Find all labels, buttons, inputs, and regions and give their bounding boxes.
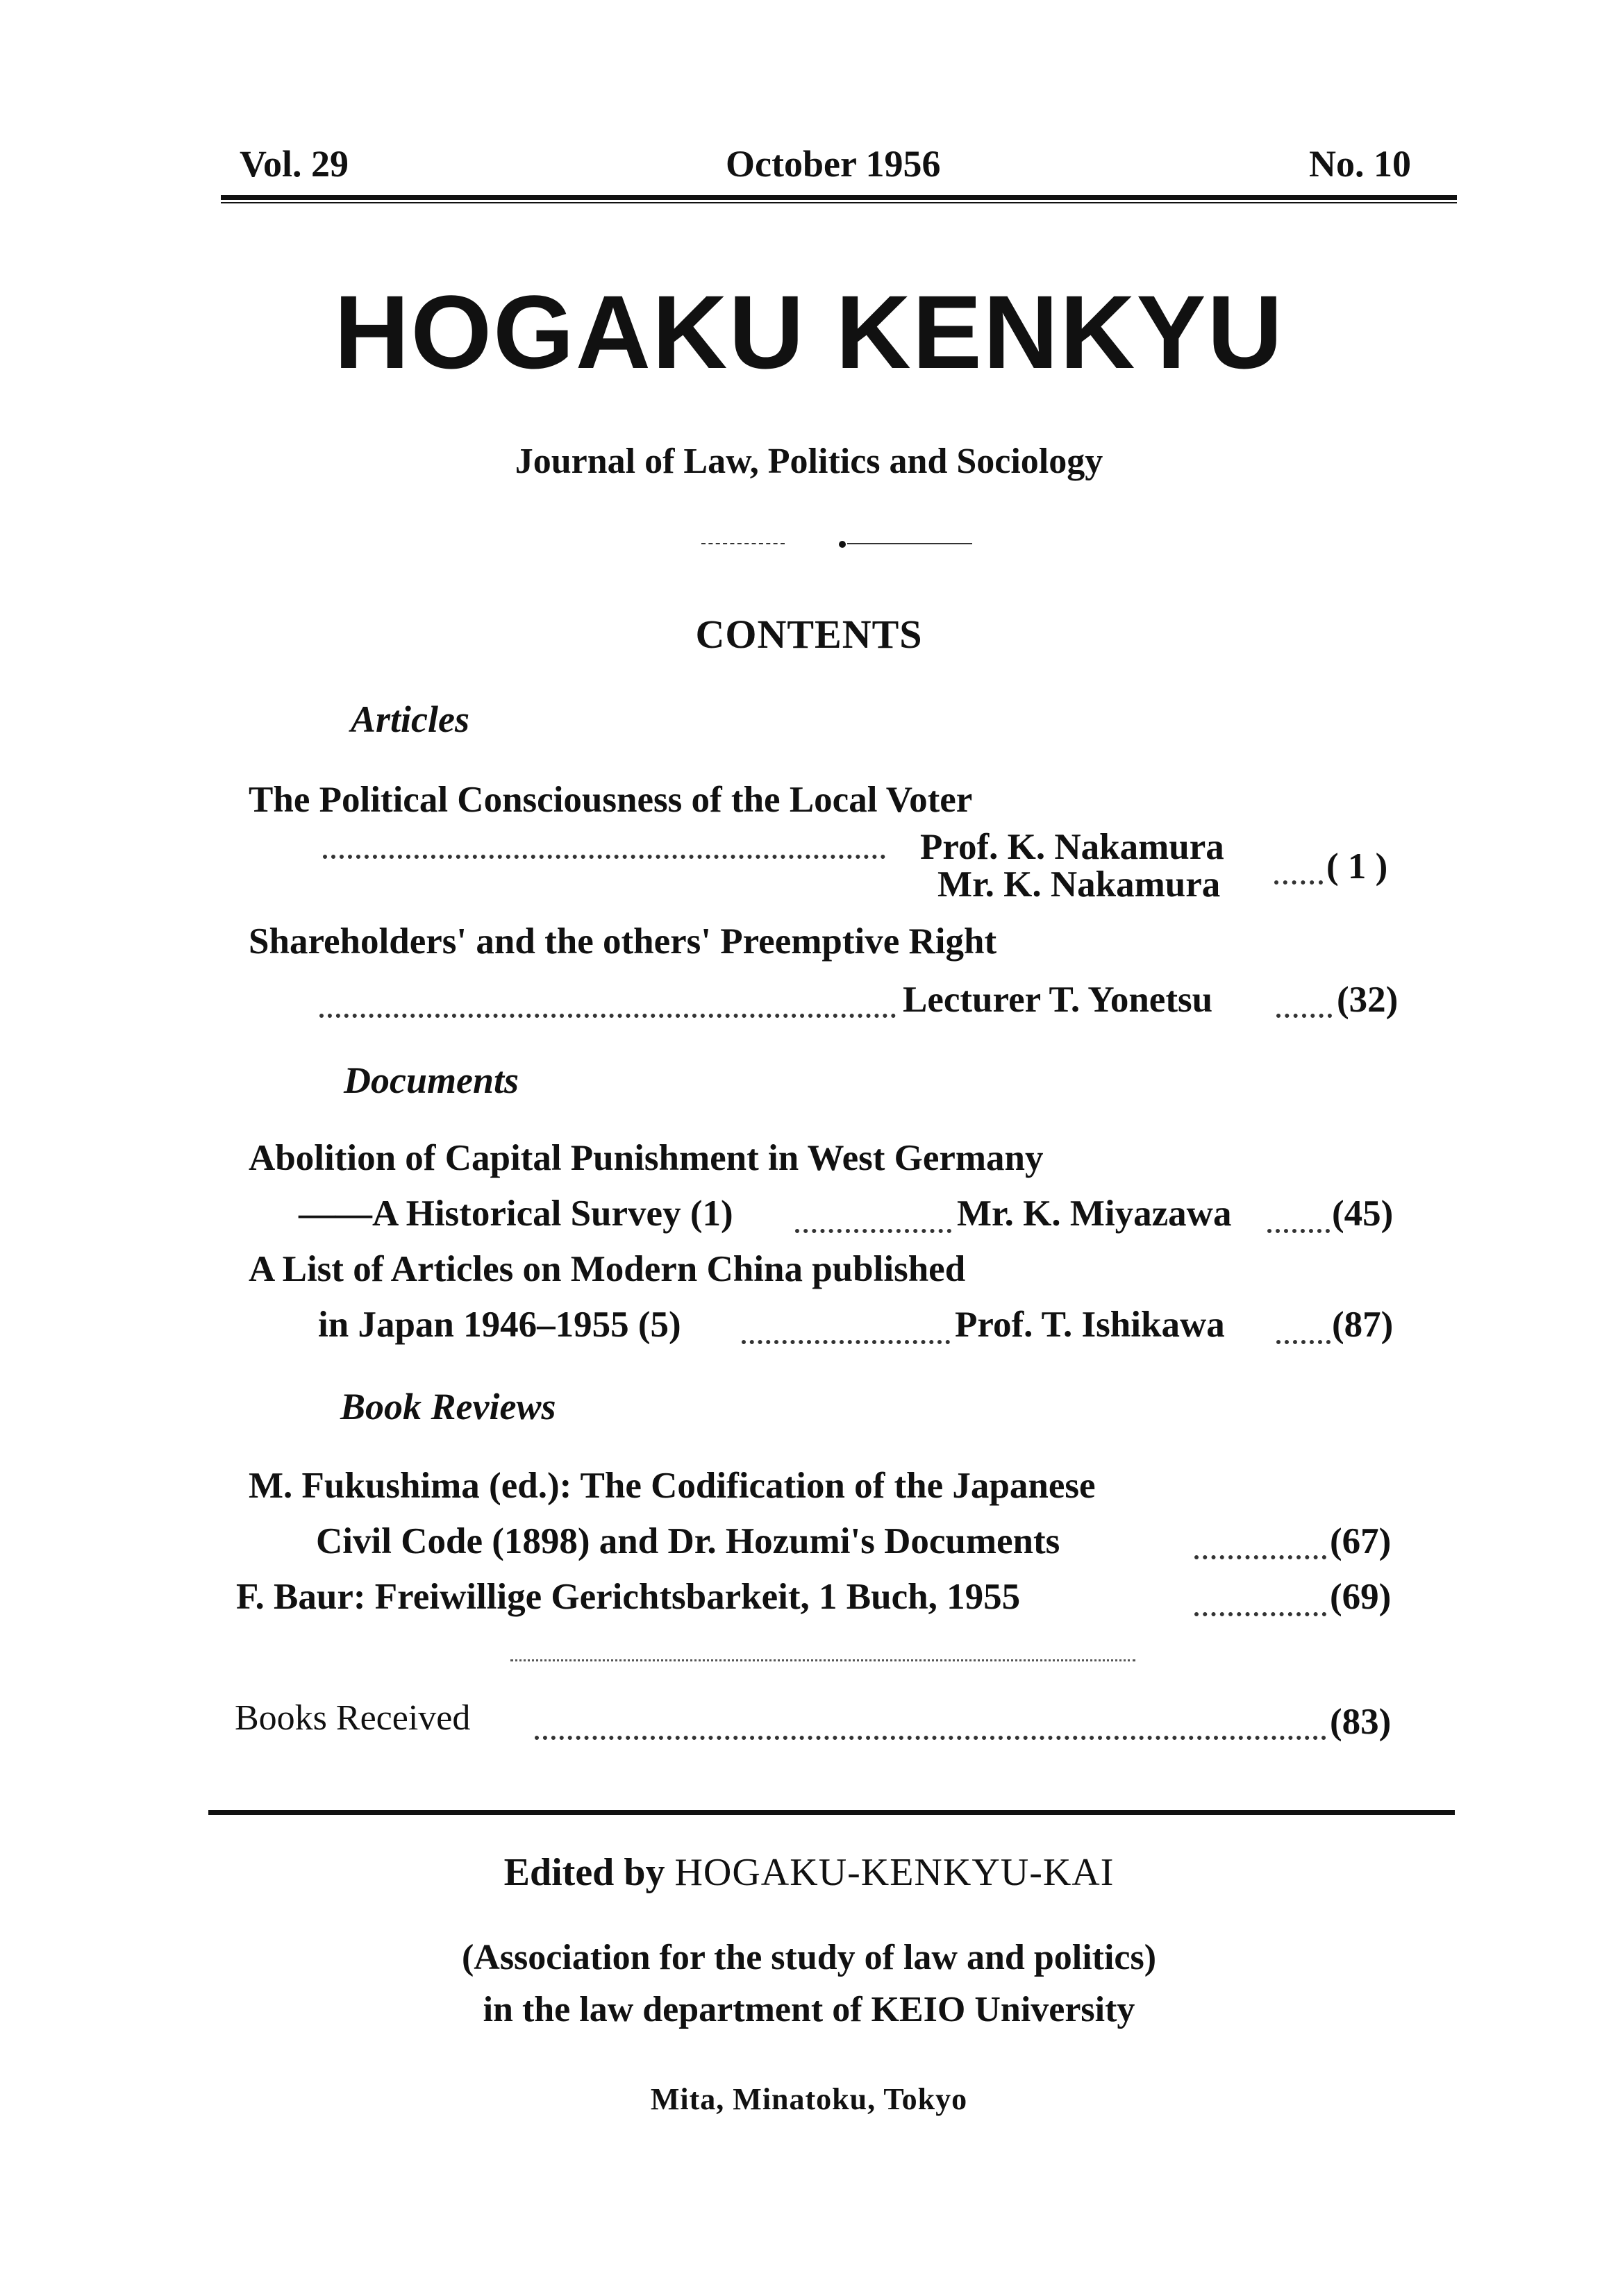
books-received-leader [535, 1736, 1326, 1740]
edited-by-line [0, 1850, 1618, 1895]
document-2-title-line1: A List of Articles on Modern China published [249, 1249, 966, 1289]
association-line: (Association for the study of law and politics) [461, 1938, 1157, 1977]
document-1-leader [795, 1229, 951, 1233]
books-received-page: (83) [1330, 1702, 1392, 1742]
ornament-divider [701, 540, 972, 548]
issue-date: October 1956 [726, 143, 941, 185]
department-line: in the law department of KEIO University [483, 1990, 1135, 2029]
section-documents: Documents [344, 1059, 519, 1101]
review-1-line1: M. Fukushima (ed.): The Codification of the Japanese [249, 1466, 1096, 1506]
review-2-page: (69) [1330, 1577, 1392, 1617]
review-2-leader [1194, 1612, 1326, 1616]
document-1-title-line2: ——A Historical Survey (1) [299, 1193, 733, 1234]
review-1-line2: Civil Code (1898) and Dr. Hozumi's Documents [316, 1521, 1060, 1561]
document-1-title-line1: Abolition of Capital Punishment in West Germany [249, 1138, 1044, 1178]
document-1-page-leader [1267, 1229, 1330, 1233]
section-articles: Articles [351, 698, 469, 740]
document-2-page: (87) [1332, 1305, 1394, 1345]
document-1-author: Mr. K. Miyazawa [957, 1193, 1232, 1234]
contents-heading: CONTENTS [695, 612, 923, 657]
issue-number: No. 10 [1309, 143, 1411, 185]
article-1-author-1: Prof. K. Nakamura [920, 827, 1224, 867]
section-book-reviews: Book Reviews [340, 1386, 556, 1427]
article-2-leader [319, 1014, 896, 1018]
article-2-page-leader [1276, 1014, 1332, 1018]
header-rule [221, 195, 1457, 203]
books-received-label: Books Received [235, 1698, 471, 1738]
footer-rule [208, 1810, 1455, 1815]
review-1-page: (67) [1330, 1521, 1392, 1561]
document-2-title-line2: in Japan 1946–1955 (5) [318, 1305, 681, 1345]
edited-by-name: HOGAKU-KENKYU-KAI [674, 1851, 1115, 1894]
article-1-title: The Political Consciousness of the Local Voter [249, 780, 973, 820]
location-line: Mita, Minatoku, Tokyo [650, 2082, 968, 2116]
review-1-leader [1194, 1555, 1326, 1559]
article-1-page-leader [1274, 880, 1323, 885]
volume-label: Vol. 29 [240, 143, 349, 185]
journal-title: HOGAKU KENKYU [334, 274, 1284, 390]
review-2-line1: F. Baur: Freiwillige Gerichtsbarkeit, 1 Buch, 1955 [236, 1577, 1021, 1617]
article-1-author-2: Mr. K. Nakamura [937, 864, 1221, 905]
article-2-title: Shareholders' and the others' Preemptive Right [249, 921, 997, 962]
edited-by-prefix: Edited by [503, 1851, 665, 1894]
article-2-author: Lecturer T. Yonetsu [903, 980, 1213, 1020]
document-2-leader [742, 1340, 950, 1344]
article-1-leader [323, 855, 885, 859]
article-1-page: ( 1 ) [1326, 846, 1388, 887]
document-2-author: Prof. T. Ishikawa [955, 1305, 1225, 1345]
document-1-page: (45) [1332, 1193, 1394, 1234]
journal-subtitle: Journal of Law, Politics and Sociology [515, 442, 1103, 481]
document-2-page-leader [1276, 1340, 1331, 1344]
dotted-separator [510, 1659, 1135, 1661]
article-2-page: (32) [1337, 980, 1399, 1020]
